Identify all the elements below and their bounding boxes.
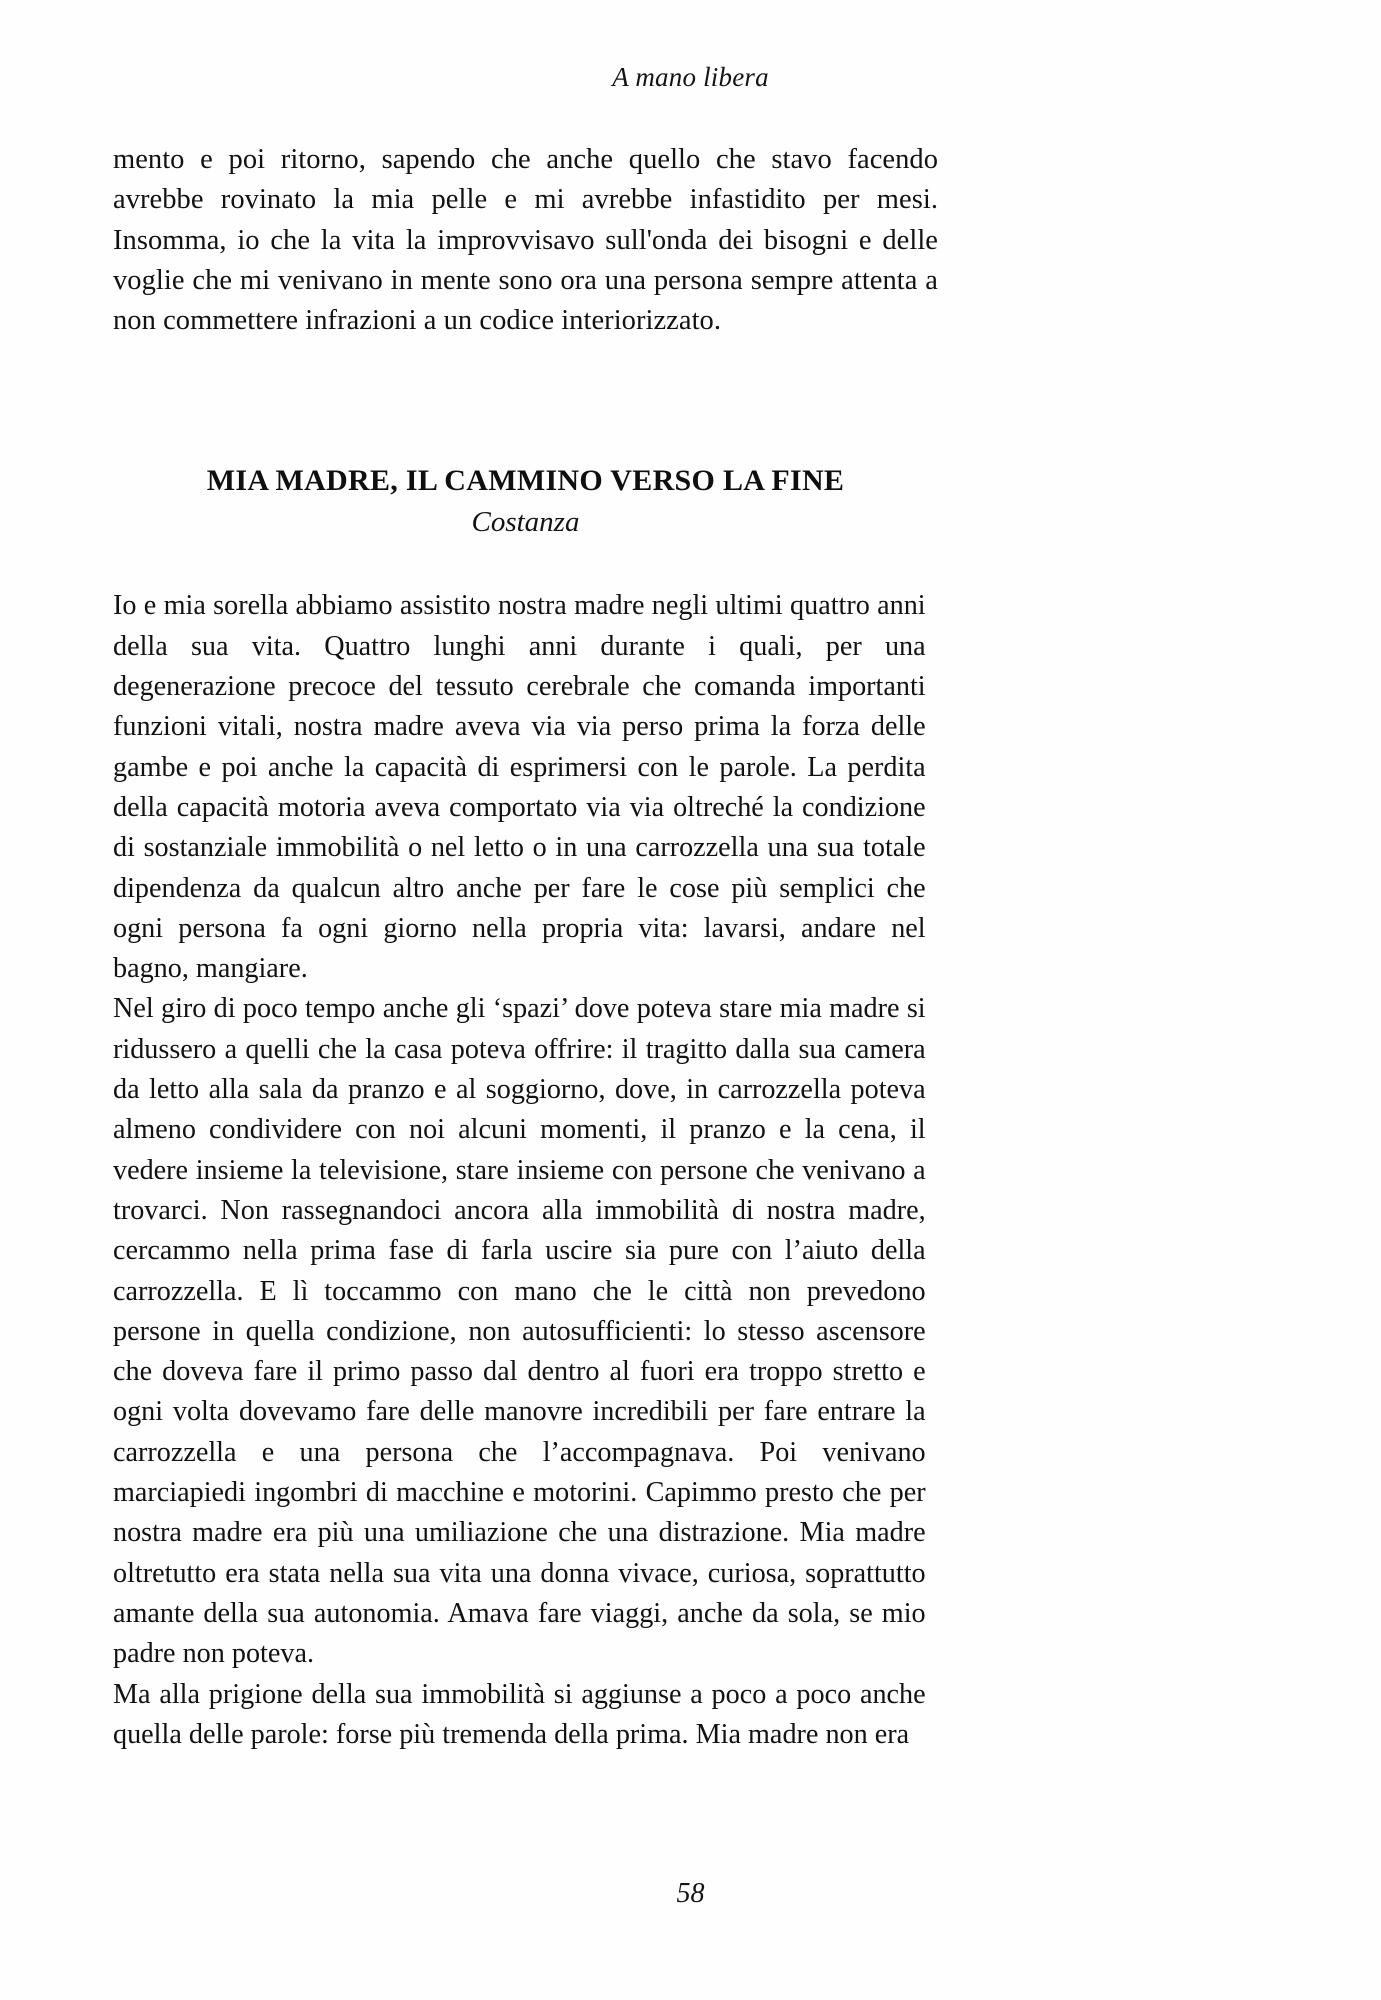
body-paragraph-3: Ma alla prigione della sua immobilità si aggiunse a poco a poco anche quella delle parole: forse più tremenda della prima. Mia madre non era [113,1678,926,1750]
running-head: A mano libera [612,62,769,92]
body-paragraph-2: Nel giro di poco tempo anche gli ‘spazi’ dove poteva stare mia madre si ridussero a quelli che la casa poteva offrire: il tragitto dalla sua camera da letto alla sala da pranzo e al soggiorno, dove, in carrozzella poteva almeno condividere con noi alcuni momenti, il pranzo e la cena, il vedere insieme la televisione, stare insieme con persone che venivano a trovarci. Non rassegnandoci ancora alla immobilità di nostra madre, cercammo nella prima fase di farla uscire sia pure con l’aiuto della carrozzella. E lì toccammo con mano che le città non prevedono persone in quella condizione, non autosufficienti: lo stesso ascensore che doveva fare il primo passo dal dentro al fuori era troppo stretto e ogni volta dovevamo fare delle manovre incredibili per fare entrare la carrozzella e una persona che l’accompagnava. Poi venivano marciapiedi ingombri di macchine e motorini. Capimmo presto che per nostra madre era più una umiliazione che una distrazione. Mia madre oltretutto era stata nella sua vita una donna vivace, curiosa, soprattutto amante della sua autonomia. Amava fare viaggi, anche da sola, se mio padre non poteva. [113,993,926,1670]
body-paragraph-1: Io e mia sorella abbiamo assistito nostra madre negli ultimi quattro anni della sua vita. Quattro lunghi anni durante i quali, per una degenerazione precoce del tessuto cerebrale che comanda importanti funzioni vitali, nostra madre aveva via via perso prima la forza delle gambe e poi anche la capacità di esprimersi con le parole. La perdita della capacità motoria aveva comportato via via oltreché la condizione di sostanziale immobilità o nel letto o in una carrozzella una sua totale dipendenza da qualcun altro anche per fare le cose più semplici che ogni persona fa ogni giorno nella propria vita: lavarsi, andare nel bagno, mangiare. [113,590,926,985]
author-spacer [113,543,938,586]
page-body [113,140,938,1755]
section-title: MIA MADRE, IL CAMMINO VERSO LA FINE [206,464,845,498]
continued-paragraph: mento e poi ritorno, sapendo che anche quello che stavo facendo avrebbe rovinato la mia pelle e mi avrebbe infastidito per mesi. Insomma, io che la vita la improvvisavo sull'onda dei bisogni e delle voglie che mi venivano in mente sono ora una persona sempre attenta a non commettere infrazioni a un codice interiorizzato. [113,144,938,337]
section-author: Costanza [471,506,580,539]
title-spacer [113,341,938,461]
page-number: 58 [676,1878,705,1909]
